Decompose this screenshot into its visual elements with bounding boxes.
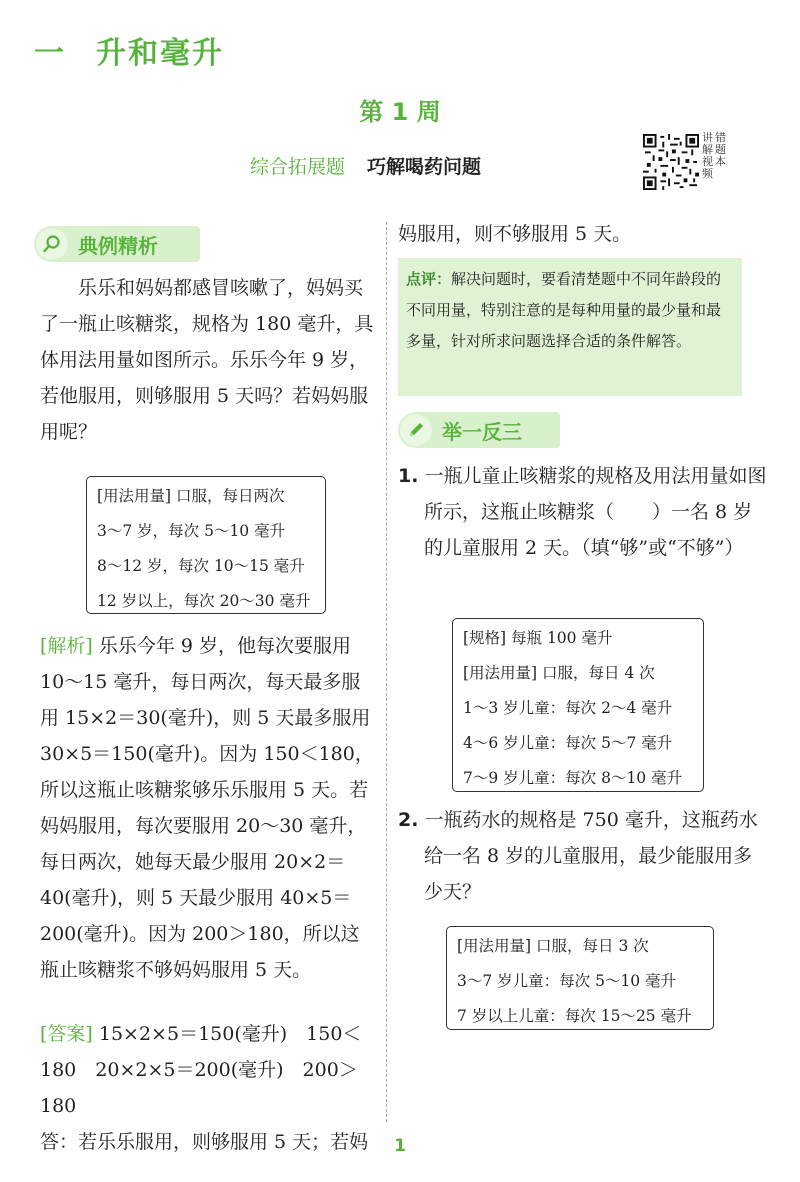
question-1-number: 1.	[398, 465, 419, 487]
answer-continuation: 妈服用，则不够服用 5 天。	[398, 223, 632, 245]
q1-box-line: 1～3 岁儿童：每次 2～4 毫升	[463, 699, 673, 717]
analysis-text: 乐乐今年 9 岁，他每次要服用 10～15 毫升，每日两次，每天最多服用 15×2＝30(毫升)，则 5 天最多服用 30×5＝150(毫升)。因为 150＜180，所以这瓶止咳糖浆够乐乐服用 5 天。若妈妈服用，每次要服用 20～30 毫升，每日两次，她每天最少服用 20×2＝40(毫升)，则 5 天最少服用 40×5＝200(毫升)。因为 200＞180，所以这瓶止咳糖浆不够妈妈服用 5 天。	[40, 635, 374, 981]
example-usage-box	[86, 476, 326, 614]
qr-code-icon[interactable]	[642, 134, 700, 190]
question-2	[398, 802, 768, 910]
q2-box-line: [用法用量] 口服，每日 3 次	[457, 937, 649, 955]
column-divider	[386, 222, 387, 1122]
topic-title: 巧解喝药问题	[367, 156, 482, 178]
question-2-number: 2.	[398, 809, 419, 831]
example-problem: 乐乐和妈妈都感冒咳嗽了，妈妈买了一瓶止咳糖浆，规格为 180 毫升，具体用法用量如图所示。乐乐今年 9 岁，若他服用，则够服用 5 天吗？若妈妈服用呢？	[40, 277, 374, 443]
example-box-line: 3～7 岁，每次 5～10 毫升	[97, 522, 286, 540]
question-2-usage-box	[446, 926, 714, 1030]
q1-box-line: [用法用量] 口服，每日 4 次	[463, 664, 655, 682]
pencil-icon	[400, 414, 432, 446]
qr-label-col-1: 讲解视频	[702, 131, 713, 180]
answer-line-1: 15×2×5＝150(毫升) 150＜	[98, 1023, 362, 1045]
analysis-label: [解析]	[40, 635, 93, 657]
practice-section-tag	[398, 412, 560, 448]
q2-box-line: 3～7 岁儿童：每次 5～10 毫升	[457, 972, 677, 990]
magnifier-icon	[36, 228, 68, 260]
question-1-text: 一瓶儿童止咳糖浆的规格及用法用量如图所示，这瓶止咳糖浆（ ）一名 8 岁的儿童服用 2 天。（填“够”或“不够”）	[424, 465, 767, 559]
q1-box-line: 4～6 岁儿童：每次 5～7 毫升	[463, 734, 673, 752]
analysis-paragraph	[40, 628, 374, 988]
comment-label: 点评：	[406, 270, 452, 288]
chapter-title	[34, 28, 224, 72]
topic-category: 综合拓展题	[250, 156, 346, 178]
page-number: 1	[394, 1136, 406, 1156]
example-section-tag	[34, 226, 200, 262]
q1-box-line: [规格] 每瓶 100 毫升	[463, 629, 613, 647]
practice-tag-label: 举一反三	[442, 419, 522, 444]
q2-box-line: 7 岁以上儿童：每次 15～25 毫升	[457, 1007, 692, 1025]
example-box-line: 12 岁以上，每次 20～30 毫升	[97, 592, 311, 610]
chapter-number: 一	[34, 36, 66, 71]
qr-label-col-2: 错题本	[715, 131, 726, 168]
example-tag-label: 典例精析	[78, 233, 158, 258]
example-box-line: 8～12 岁，每次 10～15 毫升	[97, 557, 305, 575]
question-1-usage-box	[452, 618, 704, 792]
answer-line-2: 180 20×2×5＝200(毫升) 200＞180	[40, 1059, 358, 1117]
comment-box	[398, 258, 742, 396]
qr-label	[702, 132, 726, 180]
example-box-line: [用法用量] 口服，每日两次	[97, 487, 285, 505]
question-2-text: 一瓶药水的规格是 750 毫升，这瓶药水给一名 8 岁的儿童服用，最少能服用多少天？	[424, 809, 758, 903]
q1-box-line: 7～9 岁儿童：每次 8～10 毫升	[463, 769, 683, 787]
answer-label: [答案]	[40, 1023, 93, 1045]
answer-line	[40, 1016, 374, 1052]
chapter-name: 升和毫升	[96, 36, 224, 71]
comment-text: 解决问题时，要看清楚题中不同年龄段的不同用量，特别注意的是每种用量的最少量和最多量，针对所求问题选择合适的条件解答。	[406, 270, 722, 350]
topic-line	[250, 152, 481, 179]
answer-line-3: 答：若乐乐服用，则够服用 5 天；若妈	[40, 1131, 369, 1153]
question-1	[398, 458, 768, 566]
week-title: 第 1 周	[359, 98, 441, 126]
